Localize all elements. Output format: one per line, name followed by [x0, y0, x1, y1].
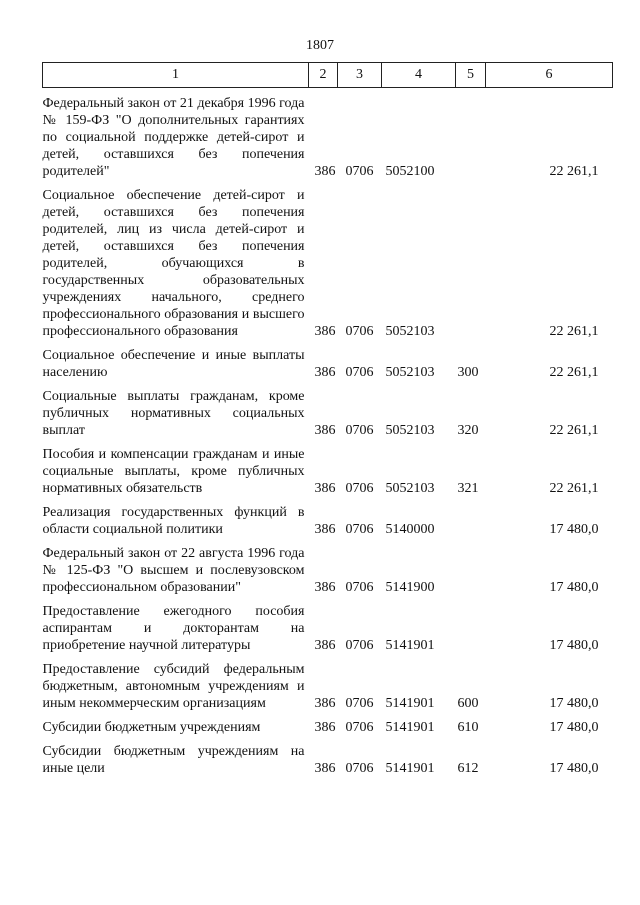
row-name: Субсидии бюджетным учреждениям: [42, 720, 261, 735]
amount: 22 261,1: [549, 164, 599, 179]
table-row: [43, 538, 613, 596]
row-name: Социальные выплаты гражданам, кроме публичных нормативных социальных выплат: [42, 389, 305, 438]
admin-code: 386: [314, 365, 336, 380]
row-name: Социальное обеспечение детей-сирот и детей, оставшихся без попечения родителей, лиц из числа детей-сирот и детей, оставшихся без попечения родителей, обучающихся в государственных образовательных учреждениях начального, среднего профессионального образования и высшего профессионального образования: [42, 188, 305, 339]
section-code: 0706: [345, 164, 374, 179]
expense-type-code: [456, 88, 486, 181]
page-number: 1807: [306, 38, 334, 53]
column-header-5: 5: [456, 63, 486, 88]
admin-code: 386: [314, 423, 336, 438]
admin-code: 386: [314, 696, 336, 711]
column-header-4: 4: [382, 63, 456, 88]
admin-code: 386: [314, 164, 336, 179]
target-article-code: 5052100: [385, 164, 435, 179]
table-row: [43, 340, 613, 381]
target-article-code: 5052103: [385, 324, 435, 339]
column-header-6: 6: [486, 63, 613, 88]
admin-code: 386: [314, 324, 336, 339]
expense-type-code: [456, 596, 486, 654]
target-article-code: 5141901: [385, 761, 435, 776]
target-article-code: 5052103: [385, 423, 435, 438]
amount: 22 261,1: [549, 423, 599, 438]
amount: 17 480,0: [549, 638, 599, 653]
amount: 17 480,0: [549, 522, 599, 537]
expense-type-code: [456, 538, 486, 596]
row-name: Предоставление ежегодного пособия аспирантам и докторантам на приобретение научной литературы: [42, 604, 305, 653]
table-row: [43, 736, 613, 777]
amount: 22 261,1: [549, 365, 599, 380]
column-header-3: 3: [338, 63, 382, 88]
column-header-1: 1: [43, 63, 309, 88]
section-code: 0706: [345, 365, 374, 380]
expense-type-code: 320: [457, 423, 479, 438]
target-article-code: 5141900: [385, 580, 435, 595]
section-code: 0706: [345, 720, 374, 735]
admin-code: 386: [314, 720, 336, 735]
row-name: Реализация государственных функций в области социальной политики: [42, 505, 305, 537]
target-article-code: 5141901: [385, 696, 435, 711]
budget-table: [42, 62, 613, 777]
table-row: [43, 381, 613, 439]
column-header-2: 2: [309, 63, 338, 88]
row-name: Пособия и компенсации гражданам и иные социальные выплаты, кроме публичных нормативных обязательств: [42, 447, 305, 496]
amount: 17 480,0: [549, 720, 599, 735]
expense-type-code: 610: [457, 720, 479, 735]
section-code: 0706: [345, 580, 374, 595]
row-name: Федеральный закон от 22 августа 1996 года № 125-ФЗ "О высшем и послевузовском профессиональном образовании": [42, 546, 305, 595]
admin-code: 386: [314, 580, 336, 595]
table-row: [43, 596, 613, 654]
amount: 17 480,0: [549, 696, 599, 711]
table-row: [43, 712, 613, 736]
table-row: [43, 497, 613, 538]
amount: 22 261,1: [549, 481, 599, 496]
section-code: 0706: [345, 522, 374, 537]
amount: 17 480,0: [549, 761, 599, 776]
row-name: Социальное обеспечение и иные выплаты населению: [42, 348, 305, 380]
row-name: Федеральный закон от 21 декабря 1996 года № 159-ФЗ "О дополнительных гарантиях по социальной поддержке детей-сирот и детей, оставшихся без попечения родителей": [42, 96, 305, 179]
section-code: 0706: [345, 696, 374, 711]
expense-type-code: 612: [457, 761, 479, 776]
admin-code: 386: [314, 638, 336, 653]
admin-code: 386: [314, 522, 336, 537]
target-article-code: 5140000: [385, 522, 435, 537]
admin-code: 386: [314, 761, 336, 776]
expense-type-code: [456, 497, 486, 538]
expense-type-code: 321: [457, 481, 479, 496]
table-row: [43, 88, 613, 181]
table-body: [43, 88, 613, 778]
target-article-code: 5052103: [385, 481, 435, 496]
section-code: 0706: [345, 481, 374, 496]
table-row: [43, 654, 613, 712]
row-name: Предоставление субсидий федеральным бюджетным, автономным учреждениям и иным некоммерческим организациям: [42, 662, 305, 711]
expense-type-code: 300: [457, 365, 479, 380]
amount: 22 261,1: [549, 324, 599, 339]
section-code: 0706: [345, 324, 374, 339]
amount: 17 480,0: [549, 580, 599, 595]
admin-code: 386: [314, 481, 336, 496]
target-article-code: 5141901: [385, 720, 435, 735]
table-row: [43, 439, 613, 497]
target-article-code: 5141901: [385, 638, 435, 653]
target-article-code: 5052103: [385, 365, 435, 380]
section-code: 0706: [345, 638, 374, 653]
expense-type-code: [456, 180, 486, 340]
section-code: 0706: [345, 423, 374, 438]
row-name: Субсидии бюджетным учреждениям на иные цели: [42, 744, 305, 776]
section-code: 0706: [345, 761, 374, 776]
column-number-header-row: [43, 63, 613, 88]
expense-type-code: 600: [457, 696, 479, 711]
table-row: [43, 180, 613, 340]
